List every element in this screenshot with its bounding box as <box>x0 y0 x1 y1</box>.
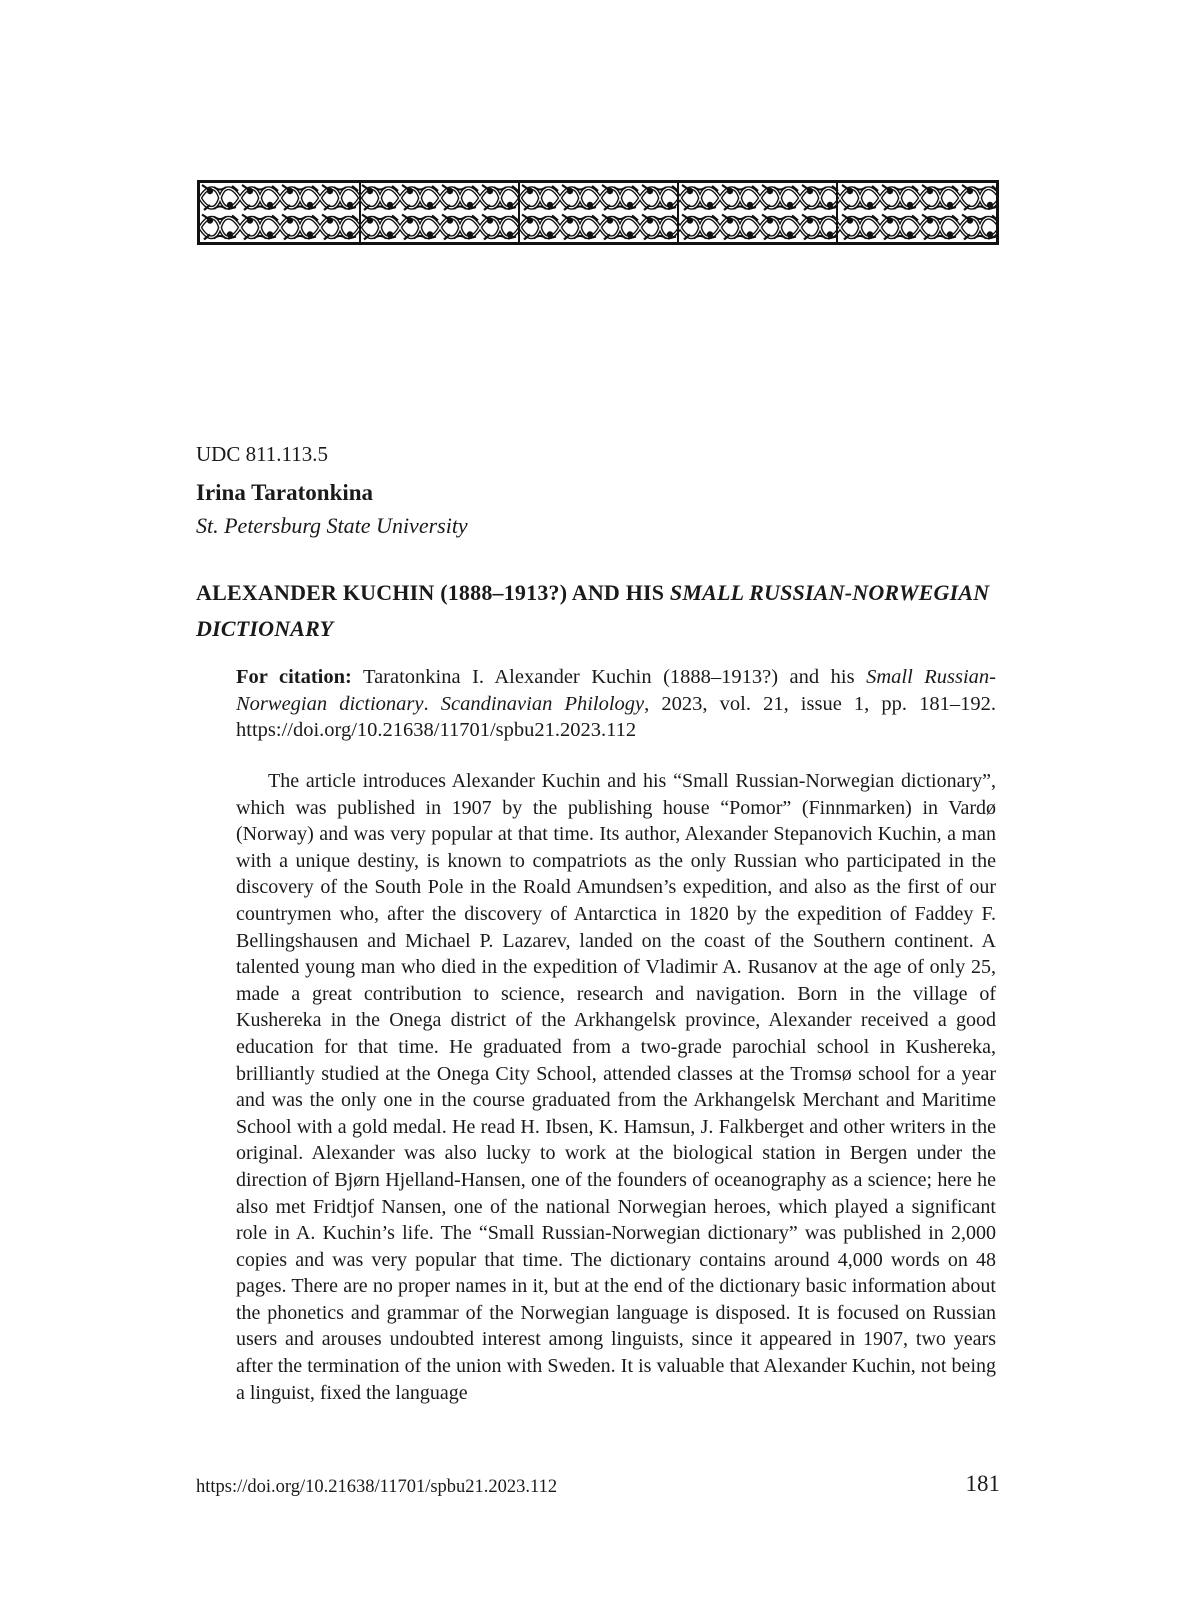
page-number: 181 <box>965 1471 1000 1496</box>
citation-text: . <box>423 692 441 715</box>
citation-block <box>236 664 996 744</box>
abstract <box>236 768 996 1406</box>
title-italic: SMALL RUSSIAN-NORWEGIAN DICTIONARY <box>196 580 990 641</box>
citation-text: Taratonkina I. Alexander Kuchin (1888–1913?) and his <box>351 666 867 688</box>
footer-doi: https://doi.org/10.21638/11701/spbu21.2023.112 <box>196 1477 558 1497</box>
citation-journal: Scandinavian Philology <box>440 692 645 715</box>
author-affiliation: St. Petersburg State University <box>196 513 468 538</box>
title-plain: ALEXANDER KUCHIN (1888–1913?) AND HIS <box>196 580 670 605</box>
abstract-paragraph: The article introduces Alexander Kuchin and his “Small Russian-Norwegian dictionary”, which was published in 1907 by the publishing house “Pomor” (Finnmarken) in Vardø (Norway) and was very popular at that time. Its author, Alexander Stepanovich Kuchin, a man with a unique destiny, is known to compatriots as the only Russian who participated in the discovery of the South Pole in the Roald Amundsen’s expedition, and also as the first of our countrymen who, after the discovery of Antarctica in 1820 by the expedition of Faddey F. Bellingshausen and Michael P. Lazarev, landed on the coast of the Southern continent. A talented young man who died in the expedition of Vladimir A. Rusanov at the age of only 25, made a great contribution to science, research and navigation. Born in the village of Kushereka in the Onega district of the Arkhangelsk province, Alexander received a good education for that time. He graduated from a two-grade parochial school in Kushereka, brilliantly studied at the Onega City School, attended classes at the Tromsø school for a year and was the only one in the course graduated from the Arkhangelsk Merchant and Maritime School with a gold medal. He read H. Ibsen, K. Hamsun, J. Falkberget and other writers in the original. Alexander was also lucky to work at the biological station in Bergen under the direction of Bjørn Hjelland-Hansen, one of the founders of oceanography as a science; here he also met Fridtjof Nansen, one of the national Norwegian heroes, which played a significant role in A. Kuchin’s life. The “Small Russian-Norwegian dictionary” was published in 2,000 copies and was very popular that time. The dictionary contains around 4,000 words on 48 pages. There are no proper names in it, but at the end of the dictionary basic information about the phonetics and grammar of the Norwegian language is disposed. It is focused on Russian users and arouses undoubted interest among linguists, since it appeared in 1907, two years after the termination of the union with Sweden. It is valuable that Alexander Kuchin, not being a linguist, fixed the language <box>236 770 996 1404</box>
author-name: Irina Taratonkina <box>196 480 374 505</box>
citation-text: , 2023, vol. 21, issue 1, pp. 181–192. https://doi.org/10.21638/11701/spbu21.2023.112 <box>236 692 997 741</box>
article-title <box>196 575 996 647</box>
citation-label: For citation: <box>236 666 352 688</box>
udc-code: UDC 811.113.5 <box>196 442 329 466</box>
decorative-knotwork-banner <box>197 180 999 245</box>
citation-dictionary-title: Small Russian-Norwegian dictionary <box>236 666 996 715</box>
